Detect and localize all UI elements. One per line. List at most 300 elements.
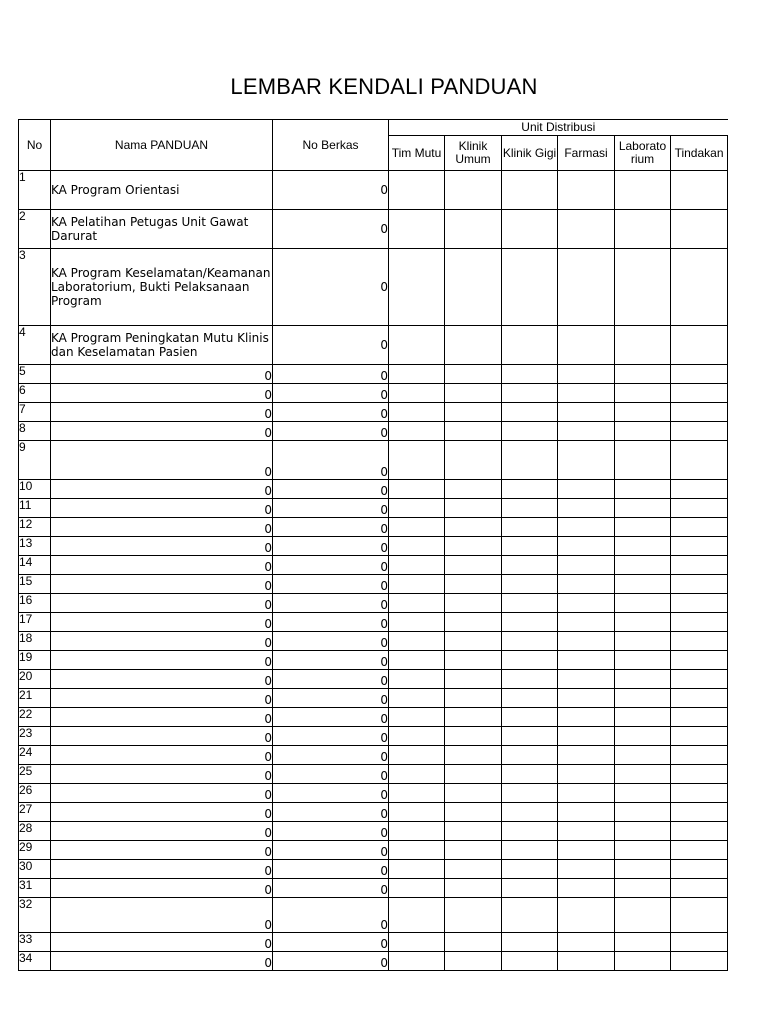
table-row [19, 537, 728, 556]
unit-distribusi-cell [671, 556, 728, 575]
table-row [19, 803, 728, 822]
nama-panduan-cell: 0 [51, 822, 273, 841]
table-row [19, 651, 728, 670]
unit-distribusi-cell [671, 480, 728, 499]
unit-distribusi-cell [389, 210, 445, 249]
unit-distribusi-cell [445, 952, 502, 971]
unit-distribusi-cell [671, 594, 728, 613]
unit-distribusi-cell [615, 422, 671, 441]
table-row [19, 727, 728, 746]
unit-distribusi-cell [558, 594, 615, 613]
unit-distribusi-cell [671, 933, 728, 952]
unit-distribusi-cell [445, 249, 502, 326]
table-row [19, 518, 728, 537]
nama-panduan-cell: 0 [51, 575, 273, 594]
unit-distribusi-cell [502, 384, 558, 403]
unit-distribusi-cell [445, 210, 502, 249]
unit-distribusi-cell [445, 480, 502, 499]
unit-distribusi-cell [502, 499, 558, 518]
unit-distribusi-cell [671, 499, 728, 518]
header-nama-panduan: Nama PANDUAN [51, 120, 273, 171]
unit-distribusi-cell [671, 670, 728, 689]
unit-distribusi-cell [445, 537, 502, 556]
unit-distribusi-cell [671, 898, 728, 933]
unit-distribusi-cell [502, 670, 558, 689]
no-berkas-cell: 0 [273, 518, 389, 537]
unit-distribusi-cell [615, 933, 671, 952]
nama-panduan-cell: 0 [51, 746, 273, 765]
nama-panduan-cell: 0 [51, 365, 273, 384]
row-number: 31 [19, 879, 51, 898]
unit-distribusi-cell [502, 171, 558, 210]
unit-distribusi-cell [389, 933, 445, 952]
unit-distribusi-cell [445, 803, 502, 822]
unit-distribusi-cell [558, 708, 615, 727]
unit-distribusi-cell [445, 860, 502, 879]
table-row [19, 822, 728, 841]
unit-distribusi-cell [671, 384, 728, 403]
no-berkas-cell: 0 [273, 171, 389, 210]
unit-distribusi-cell [445, 689, 502, 708]
row-number: 9 [19, 441, 51, 480]
unit-distribusi-cell [502, 689, 558, 708]
unit-distribusi-cell [502, 575, 558, 594]
row-number: 5 [19, 365, 51, 384]
unit-distribusi-cell [558, 537, 615, 556]
header-unit-tim-mutu: Tim Mutu [389, 136, 445, 171]
nama-panduan-cell: 0 [51, 803, 273, 822]
unit-distribusi-cell [615, 556, 671, 575]
unit-distribusi-cell [558, 803, 615, 822]
unit-distribusi-cell [389, 651, 445, 670]
unit-distribusi-cell [615, 898, 671, 933]
unit-distribusi-cell [615, 499, 671, 518]
unit-distribusi-cell [502, 556, 558, 575]
unit-distribusi-cell [558, 689, 615, 708]
page-title: LEMBAR KENDALI PANDUAN [230, 74, 538, 99]
unit-distribusi-cell [389, 708, 445, 727]
unit-distribusi-cell [615, 822, 671, 841]
row-number: 25 [19, 765, 51, 784]
unit-distribusi-cell [502, 537, 558, 556]
unit-distribusi-cell [445, 651, 502, 670]
row-number: 27 [19, 803, 51, 822]
table-row [19, 841, 728, 860]
nama-panduan-cell: 0 [51, 708, 273, 727]
unit-distribusi-cell [558, 765, 615, 784]
nama-panduan-cell: 0 [51, 727, 273, 746]
unit-distribusi-cell [389, 803, 445, 822]
unit-distribusi-cell [615, 480, 671, 499]
unit-distribusi-cell [615, 632, 671, 651]
unit-distribusi-cell [615, 746, 671, 765]
unit-distribusi-cell [502, 249, 558, 326]
unit-distribusi-cell [389, 670, 445, 689]
unit-distribusi-cell [558, 727, 615, 746]
unit-distribusi-cell [671, 952, 728, 971]
unit-distribusi-cell [389, 326, 445, 365]
no-berkas-cell: 0 [273, 933, 389, 952]
table-row [19, 422, 728, 441]
table-row [19, 441, 728, 480]
unit-distribusi-cell [445, 384, 502, 403]
table-row [19, 613, 728, 632]
unit-distribusi-cell [671, 860, 728, 879]
unit-distribusi-cell [502, 326, 558, 365]
unit-distribusi-cell [502, 594, 558, 613]
unit-distribusi-cell [671, 803, 728, 822]
row-number: 32 [19, 898, 51, 933]
header-unit-tindakan: Tindakan [671, 136, 728, 171]
unit-distribusi-cell [558, 822, 615, 841]
unit-distribusi-cell [615, 803, 671, 822]
unit-distribusi-cell [558, 632, 615, 651]
unit-distribusi-cell [445, 518, 502, 537]
table-row [19, 898, 728, 933]
no-berkas-cell: 0 [273, 879, 389, 898]
unit-distribusi-cell [502, 860, 558, 879]
no-berkas-cell: 0 [273, 841, 389, 860]
unit-distribusi-cell [615, 765, 671, 784]
unit-distribusi-cell [671, 841, 728, 860]
unit-distribusi-cell [558, 613, 615, 632]
unit-distribusi-cell [558, 784, 615, 803]
row-number: 2 [19, 210, 51, 249]
unit-distribusi-cell [558, 518, 615, 537]
unit-distribusi-cell [671, 326, 728, 365]
no-berkas-cell: 0 [273, 613, 389, 632]
unit-distribusi-cell [502, 422, 558, 441]
nama-panduan-cell: 0 [51, 860, 273, 879]
unit-distribusi-cell [671, 632, 728, 651]
unit-distribusi-cell [615, 784, 671, 803]
unit-distribusi-cell [389, 518, 445, 537]
header-unit-klinik-umum: Klinik Umum [445, 136, 502, 171]
unit-distribusi-cell [389, 822, 445, 841]
unit-distribusi-cell [389, 384, 445, 403]
unit-distribusi-cell [445, 632, 502, 651]
unit-distribusi-cell [558, 499, 615, 518]
unit-distribusi-cell [558, 841, 615, 860]
unit-distribusi-cell [615, 403, 671, 422]
unit-distribusi-cell [389, 249, 445, 326]
nama-panduan-cell: 0 [51, 651, 273, 670]
unit-distribusi-cell [615, 518, 671, 537]
unit-distribusi-cell [558, 879, 615, 898]
unit-distribusi-cell [389, 727, 445, 746]
table-row [19, 860, 728, 879]
unit-distribusi-cell [558, 556, 615, 575]
row-number: 8 [19, 422, 51, 441]
unit-distribusi-cell [445, 746, 502, 765]
no-berkas-cell: 0 [273, 537, 389, 556]
unit-distribusi-cell [389, 632, 445, 651]
table-row [19, 575, 728, 594]
nama-panduan-cell: 0 [51, 898, 273, 933]
table-row [19, 480, 728, 499]
unit-distribusi-cell [671, 171, 728, 210]
table-row [19, 403, 728, 422]
unit-distribusi-cell [389, 556, 445, 575]
table-row [19, 670, 728, 689]
unit-distribusi-cell [671, 879, 728, 898]
row-number: 7 [19, 403, 51, 422]
unit-distribusi-cell [445, 403, 502, 422]
unit-distribusi-cell [502, 441, 558, 480]
row-number: 3 [19, 249, 51, 326]
row-number: 1 [19, 171, 51, 210]
header-no-berkas: No Berkas [273, 120, 389, 171]
unit-distribusi-cell [502, 952, 558, 971]
unit-distribusi-cell [558, 326, 615, 365]
nama-panduan-cell: KA Program Orientasi [51, 171, 273, 210]
unit-distribusi-cell [445, 171, 502, 210]
no-berkas-cell: 0 [273, 384, 389, 403]
unit-distribusi-cell [615, 651, 671, 670]
no-berkas-cell: 0 [273, 727, 389, 746]
nama-panduan-cell: 0 [51, 765, 273, 784]
unit-distribusi-cell [558, 384, 615, 403]
table-row [19, 879, 728, 898]
row-number: 13 [19, 537, 51, 556]
unit-distribusi-cell [615, 384, 671, 403]
unit-distribusi-cell [671, 403, 728, 422]
unit-distribusi-cell [502, 765, 558, 784]
unit-distribusi-cell [502, 841, 558, 860]
unit-distribusi-cell [615, 365, 671, 384]
nama-panduan-cell: 0 [51, 670, 273, 689]
row-number: 16 [19, 594, 51, 613]
row-number: 15 [19, 575, 51, 594]
row-number: 21 [19, 689, 51, 708]
unit-distribusi-cell [558, 898, 615, 933]
table-row [19, 594, 728, 613]
unit-distribusi-cell [445, 575, 502, 594]
unit-distribusi-cell [558, 249, 615, 326]
unit-distribusi-cell [445, 727, 502, 746]
no-berkas-cell: 0 [273, 480, 389, 499]
no-berkas-cell: 0 [273, 210, 389, 249]
row-number: 19 [19, 651, 51, 670]
no-berkas-cell: 0 [273, 575, 389, 594]
no-berkas-cell: 0 [273, 765, 389, 784]
unit-distribusi-cell [671, 651, 728, 670]
unit-distribusi-cell [615, 727, 671, 746]
no-berkas-cell: 0 [273, 822, 389, 841]
unit-distribusi-cell [615, 441, 671, 480]
table-row [19, 708, 728, 727]
unit-distribusi-cell [445, 670, 502, 689]
unit-distribusi-cell [558, 403, 615, 422]
unit-distribusi-cell [445, 933, 502, 952]
unit-distribusi-cell [445, 822, 502, 841]
unit-distribusi-cell [671, 249, 728, 326]
no-berkas-cell: 0 [273, 632, 389, 651]
table-row [19, 326, 728, 365]
unit-distribusi-cell [615, 210, 671, 249]
row-number: 26 [19, 784, 51, 803]
no-berkas-cell: 0 [273, 784, 389, 803]
unit-distribusi-cell [389, 689, 445, 708]
unit-distribusi-cell [389, 594, 445, 613]
unit-distribusi-cell [615, 594, 671, 613]
row-number: 22 [19, 708, 51, 727]
unit-distribusi-cell [502, 746, 558, 765]
unit-distribusi-cell [445, 556, 502, 575]
unit-distribusi-cell [502, 651, 558, 670]
unit-distribusi-cell [389, 952, 445, 971]
nama-panduan-cell: 0 [51, 422, 273, 441]
table-row [19, 952, 728, 971]
unit-distribusi-cell [389, 422, 445, 441]
unit-distribusi-cell [558, 365, 615, 384]
unit-distribusi-cell [389, 365, 445, 384]
row-number: 20 [19, 670, 51, 689]
unit-distribusi-cell [445, 898, 502, 933]
unit-distribusi-cell [445, 765, 502, 784]
no-berkas-cell: 0 [273, 746, 389, 765]
row-number: 34 [19, 952, 51, 971]
unit-distribusi-cell [502, 933, 558, 952]
unit-distribusi-cell [671, 441, 728, 480]
unit-distribusi-cell [389, 480, 445, 499]
unit-distribusi-cell [558, 651, 615, 670]
row-number: 28 [19, 822, 51, 841]
unit-distribusi-cell [671, 537, 728, 556]
no-berkas-cell: 0 [273, 689, 389, 708]
unit-distribusi-cell [502, 822, 558, 841]
unit-distribusi-cell [445, 784, 502, 803]
table-row [19, 249, 728, 326]
table-row [19, 746, 728, 765]
nama-panduan-cell: KA Program Keselamatan/Keamanan Laboratorium, Bukti Pelaksanaan Program [51, 249, 273, 326]
nama-panduan-cell: KA Pelatihan Petugas Unit Gawat Darurat [51, 210, 273, 249]
unit-distribusi-cell [389, 784, 445, 803]
no-berkas-cell: 0 [273, 952, 389, 971]
no-berkas-cell: 0 [273, 898, 389, 933]
nama-panduan-cell: 0 [51, 841, 273, 860]
table-row [19, 384, 728, 403]
unit-distribusi-cell [671, 689, 728, 708]
unit-distribusi-cell [502, 784, 558, 803]
unit-distribusi-cell [615, 326, 671, 365]
unit-distribusi-cell [445, 422, 502, 441]
table-row [19, 499, 728, 518]
unit-distribusi-cell [671, 727, 728, 746]
unit-distribusi-cell [502, 727, 558, 746]
row-number: 12 [19, 518, 51, 537]
unit-distribusi-cell [558, 746, 615, 765]
table-row [19, 632, 728, 651]
row-number: 30 [19, 860, 51, 879]
header-unit-laboratorium: Laborato rium [615, 136, 671, 171]
unit-distribusi-cell [671, 613, 728, 632]
table-row [19, 765, 728, 784]
distribution-control-table [18, 119, 728, 971]
unit-distribusi-cell [389, 860, 445, 879]
unit-distribusi-cell [671, 210, 728, 249]
unit-distribusi-cell [502, 613, 558, 632]
unit-distribusi-cell [502, 708, 558, 727]
unit-distribusi-cell [671, 708, 728, 727]
unit-distribusi-cell [558, 480, 615, 499]
unit-distribusi-cell [558, 933, 615, 952]
unit-distribusi-cell [502, 210, 558, 249]
unit-distribusi-cell [671, 784, 728, 803]
unit-distribusi-cell [389, 613, 445, 632]
unit-distribusi-cell [615, 537, 671, 556]
unit-distribusi-cell [671, 422, 728, 441]
row-number: 17 [19, 613, 51, 632]
unit-distribusi-cell [615, 708, 671, 727]
table-row [19, 365, 728, 384]
unit-distribusi-cell [615, 171, 671, 210]
unit-distribusi-cell [615, 613, 671, 632]
no-berkas-cell: 0 [273, 326, 389, 365]
unit-distribusi-cell [671, 365, 728, 384]
table-row [19, 171, 728, 210]
unit-distribusi-cell [502, 518, 558, 537]
unit-distribusi-cell [671, 518, 728, 537]
nama-panduan-cell: 0 [51, 403, 273, 422]
unit-distribusi-cell [389, 898, 445, 933]
header-unit-klinik-gigi: Klinik Gigi [502, 136, 558, 171]
table-row [19, 210, 728, 249]
unit-distribusi-cell [558, 441, 615, 480]
unit-distribusi-cell [502, 898, 558, 933]
unit-distribusi-cell [389, 403, 445, 422]
row-number: 10 [19, 480, 51, 499]
no-berkas-cell: 0 [273, 556, 389, 575]
unit-distribusi-cell [502, 403, 558, 422]
unit-distribusi-cell [445, 326, 502, 365]
unit-distribusi-cell [615, 670, 671, 689]
nama-panduan-cell: 0 [51, 384, 273, 403]
nama-panduan-cell: 0 [51, 518, 273, 537]
row-number: 24 [19, 746, 51, 765]
unit-distribusi-cell [671, 765, 728, 784]
row-number: 18 [19, 632, 51, 651]
unit-distribusi-cell [558, 171, 615, 210]
nama-panduan-cell: 0 [51, 952, 273, 971]
row-number: 11 [19, 499, 51, 518]
no-berkas-cell: 0 [273, 249, 389, 326]
unit-distribusi-cell [615, 879, 671, 898]
nama-panduan-cell: 0 [51, 594, 273, 613]
nama-panduan-cell: 0 [51, 632, 273, 651]
unit-distribusi-cell [615, 841, 671, 860]
nama-panduan-cell: 0 [51, 556, 273, 575]
unit-distribusi-cell [389, 537, 445, 556]
table-row [19, 784, 728, 803]
unit-distribusi-cell [558, 422, 615, 441]
unit-distribusi-cell [615, 689, 671, 708]
unit-distribusi-cell [389, 171, 445, 210]
no-berkas-cell: 0 [273, 441, 389, 480]
nama-panduan-cell: KA Program Peningkatan Mutu Klinis dan Keselamatan Pasien [51, 326, 273, 365]
table-row [19, 689, 728, 708]
unit-distribusi-cell [445, 879, 502, 898]
unit-distribusi-cell [445, 594, 502, 613]
unit-distribusi-cell [389, 746, 445, 765]
unit-distribusi-cell [502, 632, 558, 651]
row-number: 23 [19, 727, 51, 746]
unit-distribusi-cell [389, 575, 445, 594]
unit-distribusi-cell [671, 746, 728, 765]
no-berkas-cell: 0 [273, 365, 389, 384]
header-unit-farmasi: Farmasi [558, 136, 615, 171]
nama-panduan-cell: 0 [51, 613, 273, 632]
